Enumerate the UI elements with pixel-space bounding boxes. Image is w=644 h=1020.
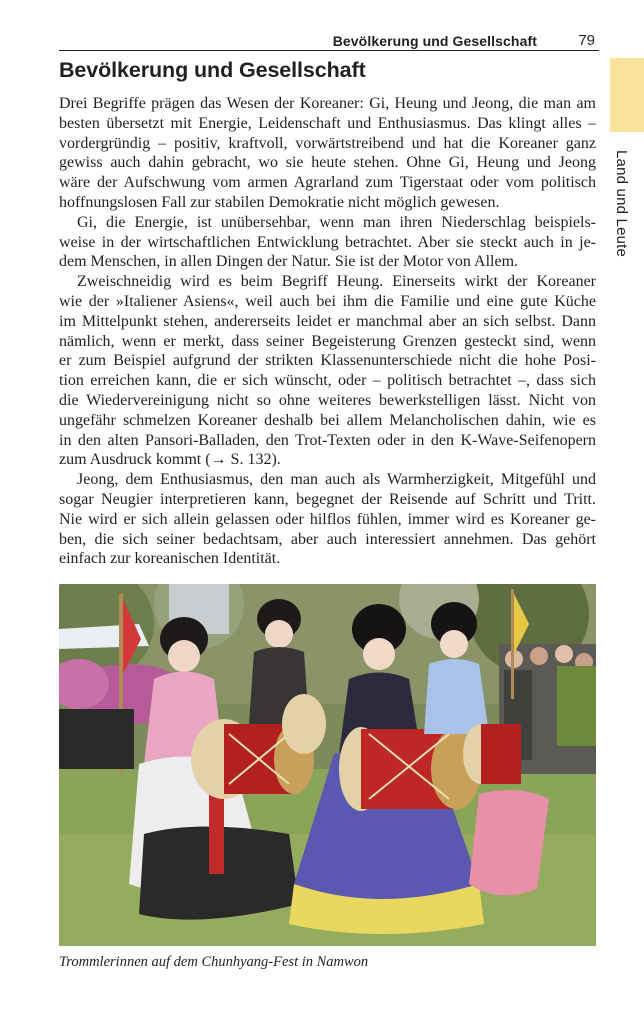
chapter-thumb-tab bbox=[610, 58, 644, 132]
text-line: dem Menschen, in allen Dingen der Natur. Sie ist der Motor von Allem. bbox=[59, 253, 519, 271]
page-number: 79 bbox=[578, 32, 595, 49]
running-title: Bevölkerung und Gesellschaft bbox=[332, 33, 537, 49]
festival-photo bbox=[59, 584, 596, 946]
section-heading: Bevölkerung und Gesellschaft bbox=[59, 58, 366, 82]
text-line: weise in der wirtschaftlichen Entwicklung betrachtet. Aber sie steckt auch in je- bbox=[59, 233, 596, 251]
text-line: vordergründig – positiv, kraftvoll, vorwärtstreibend und hat die Koreaner ganz bbox=[59, 134, 596, 152]
text-line: Zweischneidig wird es beim Begriff Heung. Einerseits wirkt der Koreaner bbox=[77, 273, 596, 291]
text-line: er zum Beispiel aufgrund der strikten Klassenunterschiede nicht die hohe Posi- bbox=[59, 352, 596, 370]
text-line: besten übersetzt mit Energie, Leidenschaft und Enthusiasmus. Das klingt alles – bbox=[59, 114, 596, 132]
running-head bbox=[59, 30, 599, 51]
text-line: ben, die sich seiner bedachtsam, aber auch interessiert annehmen. Das gehört bbox=[59, 530, 596, 548]
text-line: Drei Begriffe prägen das Wesen der Koreaner: Gi, Heung und Jeong, die man am bbox=[59, 95, 596, 112]
text-line: ungefähr schmelzen Koreaner deshalb bei allem Melancholischen dahin, wie es bbox=[59, 411, 596, 429]
text-line: in den alten Pansori-Balladen, den Trot-Texten oder in den K-Wave-Seifenopern bbox=[59, 431, 596, 449]
body-text bbox=[59, 94, 596, 569]
text-line: wäre der Aufschwung vom armen Agrarland zum Tigerstaat oder vom politisch bbox=[59, 174, 596, 192]
text-line: sogar Neugier interpretieren kann, begegnet der Reisende auf Schritt und Tritt. bbox=[59, 490, 596, 508]
text-line: gewiss auch dahin gebracht, wo sie heute stehen. Ohne Gi, Heung und Jeong bbox=[59, 154, 596, 172]
text-line: einfach zur koreanischen Identität. bbox=[59, 550, 281, 568]
text-line: hoffnungslosen Fall zur stabilen Demokratie nicht möglich gewesen. bbox=[59, 193, 500, 211]
chapter-side-label: Land und Leute bbox=[613, 150, 630, 258]
text-line: im Mittelpunkt stehen, andererseits leidet er manchmal aber an sich selbst. Dann bbox=[59, 312, 596, 330]
photo-caption: Trommlerinnen auf dem Chunhyang-Fest in Namwon bbox=[59, 954, 369, 970]
text-line: Nie wird er sich allein gelassen oder hilflos fühlen, immer wird es Koreaner ge- bbox=[59, 510, 596, 528]
text-line: die Wiedervereinigung nicht so ohne weiteres bewerkstelligen lässt. Nicht von bbox=[59, 391, 596, 409]
text-line: wie der »Italiener Asiens«, weil auch bei ihm die Familie und eine gute Küche bbox=[59, 292, 596, 310]
text-line: Gi, die Energie, ist unübersehbar, wenn man ihren Niederschlag beispiels- bbox=[77, 213, 596, 231]
text-line: tion erreichen kann, die er sich wünscht, oder – politisch betrachtet –, dass sich bbox=[59, 372, 596, 390]
text-line: nämlich, wenn er merkt, dass seiner Begeisterung Grenzen gesteckt sind, wenn bbox=[59, 332, 596, 350]
text-line: zum Ausdruck kommt (→ S. 132). bbox=[59, 451, 281, 469]
text-line: Jeong, dem Enthusiasmus, den man auch als Warmherzigkeit, Mitgefühl und bbox=[77, 471, 596, 489]
